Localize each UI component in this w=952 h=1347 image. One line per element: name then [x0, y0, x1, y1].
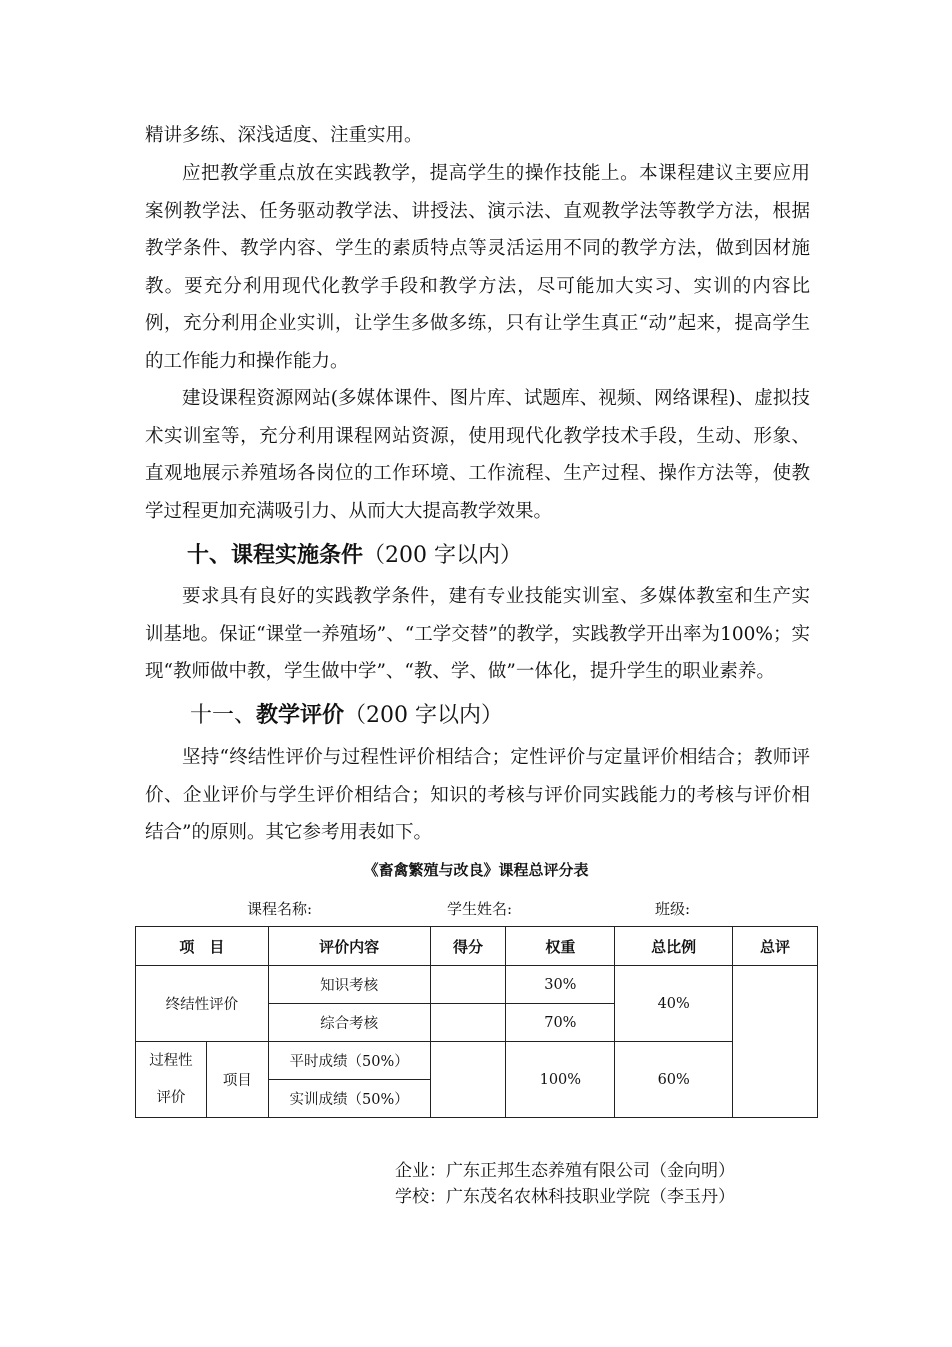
- class-label: 班级:: [655, 900, 691, 918]
- summative-label: 终结性评价: [136, 966, 269, 1042]
- score-cell: [430, 1042, 506, 1118]
- heading-section-10-note: （200 字以内）: [363, 543, 523, 568]
- table-row: [136, 1042, 818, 1080]
- process-weight: 100%: [506, 1042, 615, 1118]
- paragraph-closing-line: 精讲多练、深浅适度、注重实用。: [145, 125, 423, 146]
- paragraph-course-resources: 建设课程资源网站(多媒体课件、图片库、试题库、视频、网络课程)、虚拟技术实训室等，充分利用课程网站资源，使用现代化教学技术手段，生动、形象、直观地展示养殖场各岗位的工作环境、工作流程、生产过程、操作方法等，使教学过程更加充满吸引力、从而大大提高教学效果。: [145, 388, 810, 522]
- process-item-training: 实训成绩（50%）: [268, 1080, 430, 1118]
- footer-company: 企业：广东正邦生态养殖有限公司（金向明）: [395, 1161, 735, 1181]
- summative-item-comprehensive: 综合考核: [268, 1004, 430, 1042]
- header-total: 总评: [733, 927, 818, 966]
- summative-ratio: 40%: [615, 966, 733, 1042]
- process-ratio: 60%: [615, 1042, 733, 1118]
- process-item-daily: 平时成绩（50%）: [268, 1042, 430, 1080]
- paragraph-teaching-methods: 应把教学重点放在实践教学，提高学生的操作技能上。本课程建议主要应用案例教学法、任务驱动教学法、讲授法、演示法、直观教学法等教学方法，根据教学条件、教学内容、学生的素质特点等灵活运用不同的教学方法，做到因材施教。要充分利用现代化教学手段和教学方法，尽可能加大实习、实训的内容比例，充分利用企业实训，让学生多做多练，只有让学生真正“动”起来，提高学生的工作能力和操作能力。: [145, 163, 810, 372]
- heading-section-11-prefix: 十一、: [190, 703, 257, 728]
- weight-comprehensive: 70%: [506, 1004, 615, 1042]
- heading-section-10: [187, 538, 522, 569]
- weight-knowledge: 30%: [506, 966, 615, 1004]
- process-label-line2: 评价: [156, 1089, 186, 1106]
- header-score: 得分: [430, 927, 506, 966]
- process-label: [136, 1042, 207, 1118]
- process-label-line1: 过程性: [149, 1052, 193, 1069]
- score-table: [135, 926, 818, 1118]
- paragraph-evaluation: 坚持“终结性评价与过程性评价相结合；定性评价与定量评价相结合；教师评价、企业评价与学生评价相结合；知识的考核与评价同实践能力的考核与评价相结合”的原则。其它参考用表如下。: [145, 747, 810, 843]
- score-cell: [430, 966, 506, 1004]
- table-row: [136, 966, 818, 1004]
- header-content: 评价内容: [268, 927, 430, 966]
- header-ratio: 总比例: [615, 927, 733, 966]
- total-cell: [733, 966, 818, 1118]
- header-item: 项 目: [136, 927, 269, 966]
- table-caption: 《畜禽繁殖与改良》课程总评分表: [363, 861, 589, 879]
- heading-section-10-title: 十、课程实施条件: [187, 542, 364, 568]
- heading-section-11-note: （200 字以内）: [344, 703, 504, 728]
- heading-section-11-title: 教学评价: [256, 702, 345, 728]
- course-name-label: 课程名称:: [247, 900, 313, 918]
- footer-school: 学校：广东茂名农林科技职业学院（李玉丹）: [395, 1187, 735, 1207]
- paragraph-implementation-conditions: 要求具有良好的实践教学条件，建有专业技能实训室、多媒体教室和生产实训基地。保证“课堂一养殖场”、“工学交替”的教学，实践教学开出率为100%；实现“教师做中教，学生做中学”、“教、学、做”一体化，提升学生的职业素养。: [145, 586, 810, 682]
- header-weight: 权重: [506, 927, 615, 966]
- score-cell: [430, 1004, 506, 1042]
- summative-item-knowledge: 知识考核: [268, 966, 430, 1004]
- heading-section-11: [190, 698, 503, 729]
- table-header-row: [136, 927, 818, 966]
- process-sub-label: 项目: [206, 1042, 268, 1118]
- student-name-label: 学生姓名:: [447, 900, 513, 918]
